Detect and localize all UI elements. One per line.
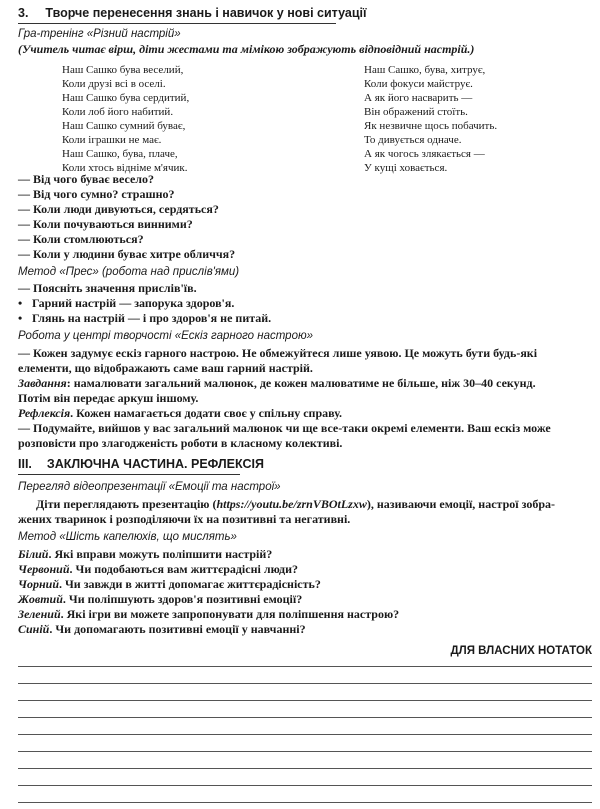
hat-color: Червоний [18,562,70,576]
poem-left-line: Коли іграшки не має. [62,134,162,146]
task-text: : намалювати загальний малюнок, де кожен малюватиме не більше, ніж 30–40 секунд. [66,376,536,390]
bullet-icon: • [18,311,23,325]
press-task: — Поясніть значення прислів'їв. [18,281,197,295]
hat-color: Чорний [18,577,59,591]
proverb-item [18,311,271,325]
poem-right-line: Коли фокуси майструє. [364,78,473,90]
hat-question: . Чи завжди в житті допомагає життєрадісність? [59,577,321,591]
poem-left-line: Наш Сашко, бува, плаче, [62,148,178,160]
question-item: — Від чого сумно? страшно? [18,187,175,201]
game-instruction: (Учитель читає вірш, діти жестами та мімікою зображують відповідний настрій.) [18,42,475,56]
poem-right-line: А як його насварить — [364,92,473,104]
poem-left-line: Наш Сашко сумний буває, [62,120,186,132]
note-line [18,751,592,752]
hat-color: Білий [18,547,49,561]
reflection-text: . Кожен намагається додати своє у спільну справу. [70,406,343,420]
poem-left-line: Наш Сашко бува веселий, [62,64,184,76]
hat-item [18,577,321,591]
question-item: — Коли у людини буває хитре обличчя? [18,247,236,261]
proverb-text: Гарний настрій — запорука здоров'я. [32,296,235,310]
creativity-paragraph-1: — Кожен задумує ескіз гарного настрою. Не обмежуйтеся лише уявою. Це можуть бути будь-які [18,346,538,360]
note-line [18,700,592,701]
video-line-1 [36,497,555,511]
poem-left-line: Коли хтось відніме м'ячик. [62,162,188,174]
creativity-paragraph-1-cont: елементи, що відображають саме ваш гарний настрій. [18,361,313,375]
note-line [18,785,592,786]
section-3-underline [18,23,336,24]
notes-title: ДЛЯ ВЛАСНИХ НОТАТОК [450,645,592,657]
hat-item [18,562,298,576]
hat-question: . Чи подобаються вам життєрадісні люди? [69,562,299,576]
hat-color: Синій [18,622,50,636]
proverb-text: Глянь на настрій — і про здоров'я не питай. [32,311,272,325]
question-item: — Коли стомлюються? [18,232,144,246]
reflection-label: Рефлексія [18,406,71,420]
creativity-task-cont: Потім він передає аркуш іншому. [18,391,199,405]
hat-question: . Які вправи можуть поліпшити настрій? [48,547,273,561]
poem-right-line: Наш Сашко, бува, хитрує, [364,64,486,76]
game-heading: Гра-тренінг «Різний настрій» [18,28,181,40]
note-line [18,666,592,667]
bullet-icon: • [18,296,23,310]
question-item: — Коли почуваються винними? [18,217,193,231]
note-line [18,717,592,718]
poem-right-line: Як незвичне щось побачить. [364,120,498,132]
section-iii-title: ЗАКЛЮЧНА ЧАСТИНА. РЕФЛЕКСІЯ [46,457,264,471]
section-3-title: Творче перенесення знань і навичок у нові ситуації [45,6,367,20]
video-line-2: жених тваринок і розподіляючи їх на позитивні та негативні. [18,512,351,526]
press-heading: Метод «Прес» (робота над прислів'ями) [18,266,240,278]
poem-right-line: А як чогось злякається — [364,148,485,160]
note-line [18,683,592,684]
question-item: — Коли люди дивуються, сердяться? [18,202,219,216]
poem-left-line: Наш Сашко бува сердитий, [62,92,190,104]
hat-item [18,622,306,636]
section-3-heading [18,6,367,20]
section-iii-number: III. [18,457,32,471]
video-text-after: ), називаючи емоції, настрої зобра- [366,497,555,511]
creativity-heading: Робота у центрі творчості «Ескіз гарного настрою» [18,330,314,342]
task-label: Завдання [18,376,67,390]
creativity-reflection [18,406,342,420]
poem-right-line: Він ображений стоїть. [364,106,468,118]
creativity-paragraph-3: — Подумайте, вийшов у вас загальний малюнок чи ще все-таки окремі елементи. Ваш ескіз може [18,421,551,435]
poem-right-line: У кущі ховається. [364,162,448,174]
note-line [18,734,592,735]
section-iii-underline [18,474,240,475]
hat-color: Зелений [18,607,61,621]
poem-left-line: Коли лоб його набитий. [62,106,174,118]
hat-item [18,547,272,561]
hat-item [18,607,399,621]
section-iii-heading [18,457,264,471]
note-line [18,802,592,803]
hat-question: . Які ігри ви можете запропонувати для поліпшення настрою? [60,607,400,621]
hat-question: . Чи поліпшують здоров'я позитивні емоції? [62,592,303,606]
hat-question: . Чи допомагають позитивні емоції у навчанні? [49,622,306,636]
proverb-item [18,296,234,310]
video-heading: Перегляд відеопрезентації «Емоції та настрої» [18,481,281,493]
hat-item [18,592,302,606]
note-line [18,768,592,769]
video-url: https://youtu.be/zrnVBOtLzxw [216,497,367,511]
question-item: — Від чого буває весело? [18,172,155,186]
section-3-number: 3. [18,6,29,20]
video-text-before: Діти переглядають презентацію ( [36,497,217,511]
poem-left-line: Коли друзі всі в оселі. [62,78,166,90]
creativity-task [18,376,536,390]
poem-right-line: То дивується одначе. [364,134,462,146]
creativity-paragraph-3-cont: розповісти про злагодженість роботи в класному колективі. [18,436,343,450]
hats-heading: Метод «Шість капелюхів, що мислять» [18,531,237,543]
hat-color: Жовтий [18,592,63,606]
